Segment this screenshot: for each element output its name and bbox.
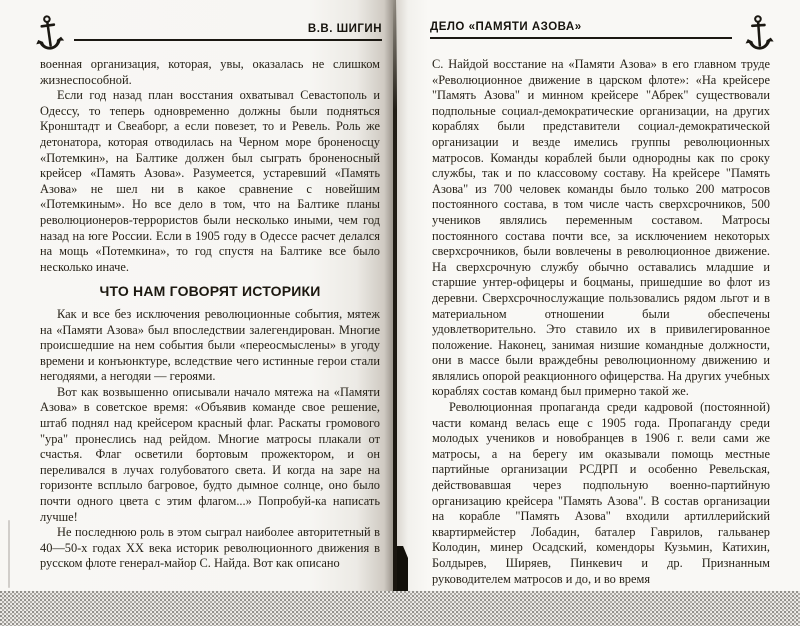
left-page-text bbox=[40, 57, 380, 572]
left-running-head bbox=[34, 14, 382, 41]
paragraph: военная организация, которая, увы, оказалась не слишком жизнеспособной. bbox=[40, 57, 380, 87]
paragraph: С. Найдой восстание на «Памяти Азова» в его главном труде «Революционное движение в царском флоте»: «На крейсере "Память Азова" и минном крейсере "Абрек" существовали подпольные социал-демократические организации, на других кораблях были представители социал-демократической организации и везде имелись группы революционных матросов. Команды кораблей были однородны как по сроку службы, так и по классовому составу. На крейсере "Память Азова" из 700 человек команды было только 200 матросов постоянного состава, в том числе часть сверхсрочников, 500 учеников являлись переменным составом. Матросы постоянного состава почти все, за исключением некоторых сверхсрочников, были вовлечены в революционное движение. На сверхсрочную службу обычно оставались младшие и старшие унтер-офицеры и боцманы, пришедшие во флот из деревни. Сверхсрочнослужащие пользовались рядом льгот и в материальном отношении были обеспечены удовлетворительно. Это ставило их в привилегированное положение. Наконец, занимая низшие командные должности, они в массе были враждебны революционному движению и являлись опорой реакционного офицерства. На других учебных кораблях состав команд был примерно такой же. bbox=[432, 57, 770, 399]
book-gutter bbox=[393, 0, 397, 591]
page-edge-shadow bbox=[8, 520, 10, 588]
section-heading: ЧТО НАМ ГОВОРЯТ ИСТОРИКИ bbox=[99, 283, 321, 300]
running-head-author: В.В. ШИГИН bbox=[74, 23, 382, 41]
right-running-head bbox=[430, 14, 774, 39]
paragraph: Как и все без исключения революционные события, мятеж на «Памяти Азова» был впоследствии залегендирован. Многие происшедшие на нем события были «переосмыслены» в угоду времени и конъюнктуре, вследствие чего истинные герои стали негодяями, а негодяи — героями. bbox=[40, 306, 380, 384]
running-head-title: ДЕЛО «ПАМЯТИ АЗОВА» bbox=[430, 21, 732, 39]
paragraph: Не последнюю роль в этом сыграл наиболее авторитетный в 40—50-х годах XX века историк революционного движения в русском флоте генерал-майор С. Найда. Вот как описано bbox=[40, 525, 380, 571]
halftone-strip bbox=[0, 591, 800, 626]
anchor-icon bbox=[31, 12, 66, 56]
right-page-text bbox=[432, 57, 770, 587]
paragraph: Вот как возвышенно описывали начало мятежа на «Памяти Азова» в советское время: «Объявив команде свое решение, штаб поднял над крейсером красный флаг. Раскаты громового "ура" пронеслись над рейдом. Многие матросы плакали от счастья. Флаг осветили бортовым прожектором, и он переливался в лучах голубоватого света. И когда на заре на горизонте всплыло багровое, будто дымное солнце, оно было почти одного цвета с этим флагом...» Попробуй-ка написать лучше! bbox=[40, 384, 380, 524]
paragraph: Революционная пропаганда среди кадровой (постоянной) части команд велась еще с 1905 года. Пропаганду среди молодых учеников и новобранцев в 1906 г. вели сами же матросы, а на берегу им оказывали помощь местные партийные организации РСДРП и особенно Ревельская, действовавшая через подпольную военно-партийную организацию крейсера "Память Азова". В состав организации на корабле "Память Азова" входили артиллерийский квартирмейстер Лобадин, баталер Гаврилов, гальванер Колодин, минер Осадский, комендоры Кузьмин, Катихин, Болдырев, Ширяев, Пинкевич и др. Признанным руководителем матросов и до, и во время bbox=[432, 400, 770, 586]
paragraph: Если год назад план восстания охватывал Севастополь и Одессу, то теперь одновременно должны были подняться Кронштадт и Свеаборг, а если повезет, то и Ревель. Роль же детонатора, которая отводилась на Черном море броненосцу «Потемкин», на Балтике должен был сыграть броненосный крейсер «Память Азова». Разумеется, устаревший «Память Азова» не шел ни в какое сравнение с новейшим «Потемкиным». Но все дело в том, что на Балтике планы революционеров-террористов были несколько иными, чем год назад на юге России. Если в 1905 году в Одессе расчет делался на мощь «Потемкина», то год спустя на Балтике все было несколько иначе. bbox=[40, 88, 380, 274]
anchor-icon bbox=[743, 13, 776, 55]
